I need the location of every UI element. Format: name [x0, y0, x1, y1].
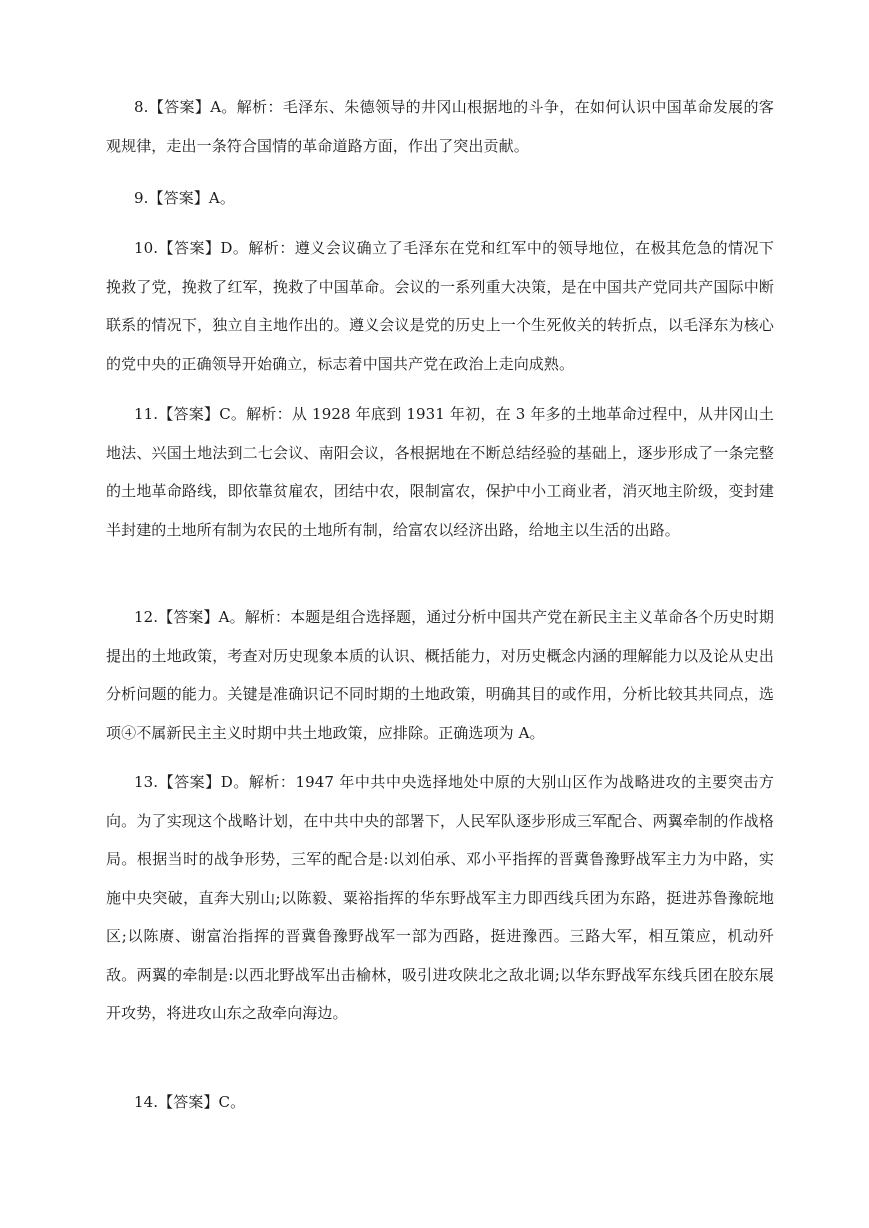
answer-paragraph-12: 12.【答案】A。解析：本题是组合选择题，通过分析中国共产党在新民主主义革命各个历史时期提出的土地政策，考查对历史现象本质的认识、概括能力，对历史概念内涵的理解能力以及论从史出分析问题的能力。关键是准确识记不同时期的土地政策，明确其目的或作用，分析比较其共同点，选项④不属新民主主义时期中共土地政策，应排除。正确选项为 A。	[106, 608, 774, 742]
answer-paragraph-11: 11.【答案】C。解析：从 1928 年底到 1931 年初，在 3 年多的土地革命过程中，从井冈山土地法、兴国土地法到二七会议、南阳会议，各根据地在不断总结经验的基础上，逐步形成了一条完整的土地革命路线，即依靠贫雇农，团结中农，限制富农，保护中小工商业者，消灭地主阶级，变封建半封建的土地所有制为农民的土地所有制，给富农以经济出路，给地主以生活的出路。	[106, 405, 774, 539]
answer-paragraph-8: 8.【答案】A。解析：毛泽东、朱德领导的井冈山根据地的斗争，在如何认识中国革命发展的客观规律，走出一条符合国情的革命道路方面，作出了突出贡献。	[106, 98, 774, 155]
answer-paragraph-9: 9.【答案】A。	[134, 189, 235, 207]
answer-paragraph-13: 13.【答案】D。解析：1947 年中共中央选择地处中原的大别山区作为战略进攻的主要突击方向。为了实现这个战略计划，在中共中央的部署下，人民军队逐步形成三军配合、两翼牵制的作战格局。根据当时的战争形势，三军的配合是:以刘伯承、邓小平指挥的晋冀鲁豫野战军主力为中路，实施中央突破，直奔大别山;以陈毅、粟裕指挥的华东野战军主力即西线兵团为东路，挺进苏鲁豫皖地区;以陈赓、谢富治指挥的晋冀鲁豫野战军一部为西路，挺进豫西。三路大军，相互策应，机动歼敌。两翼的牵制是:以西北野战军出击榆林，吸引进攻陕北之敌北调;以华东野战军东线兵团在胶东展开攻势，将进攻山东之敌牵向海边。	[106, 773, 774, 1022]
answer-paragraph-14: 14.【答案】C。	[134, 1093, 246, 1111]
answer-paragraph-10: 10.【答案】D。解析：遵义会议确立了毛泽东在党和红军中的领导地位，在极其危急的情况下挽救了党，挽救了红军，挽救了中国革命。会议的一系列重大决策，是在中国共产党同共产国际中断联系的情况下，独立自主地作出的。遵义会议是党的历史上一个生死攸关的转折点，以毛泽东为核心的党中央的正确领导开始确立，标志着中国共产党在政治上走向成熟。	[106, 239, 774, 373]
